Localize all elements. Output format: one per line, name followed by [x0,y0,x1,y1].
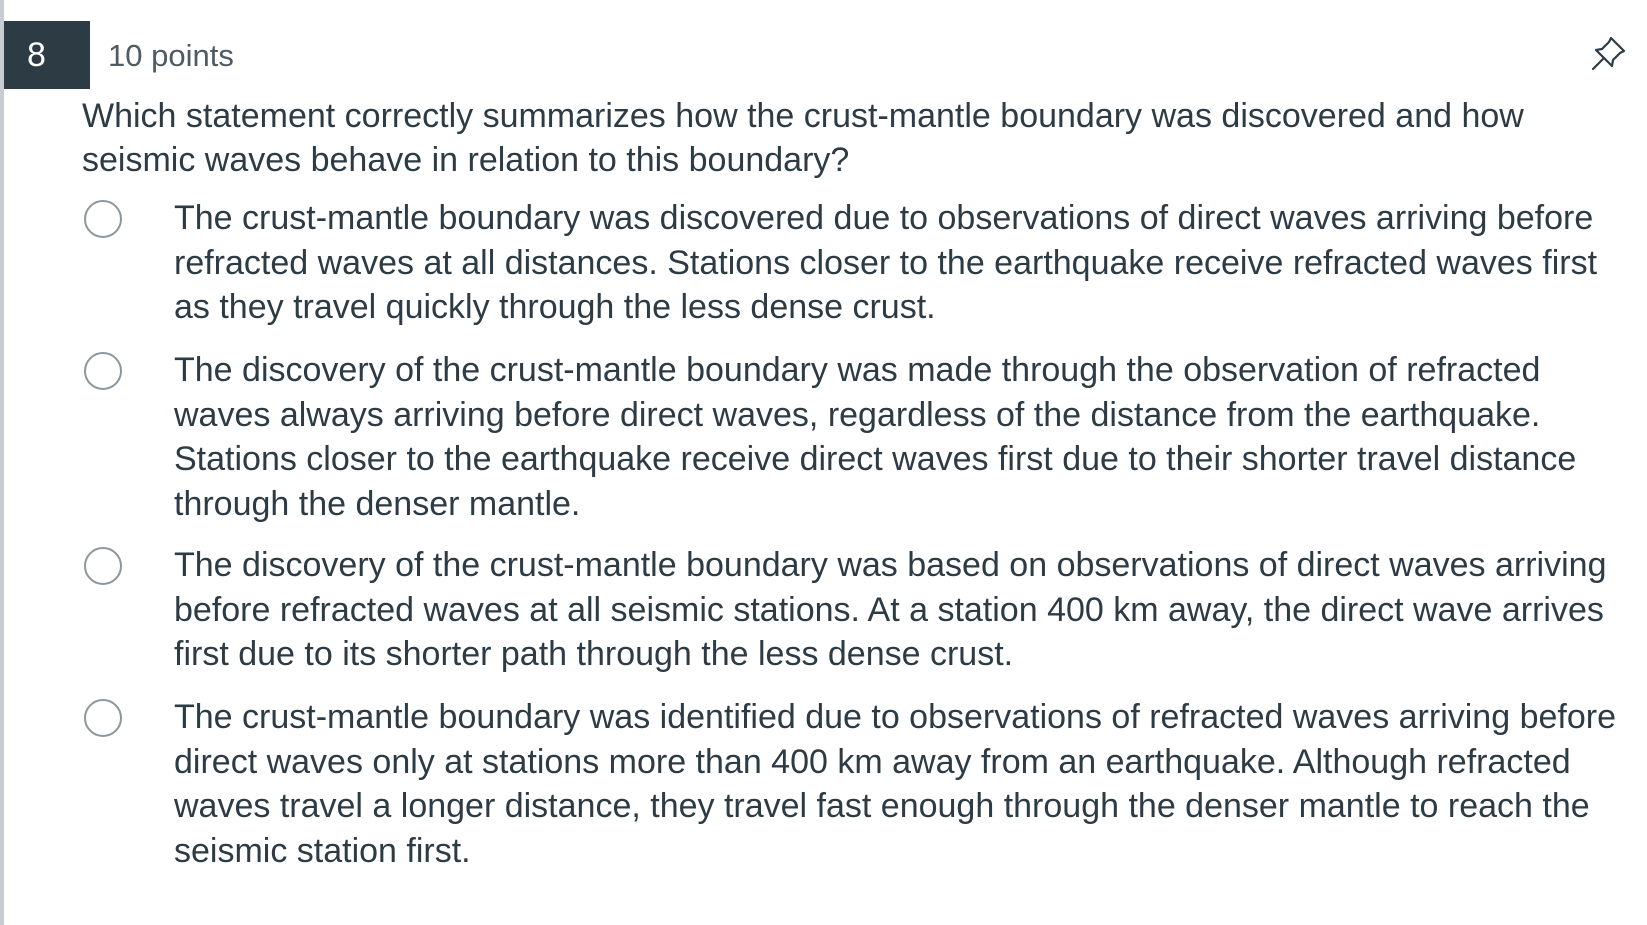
answer-text[interactable]: The crust-mantle boundary was discovered due to observations of direct waves arriving before refracted waves at all distances. Stations closer to the earthquake receive refracted waves first as they travel quickly through the less dense crust. [174,199,1598,326]
question-text: Which statement correctly summarizes how the crust-mantle boundary was discovered and how seismic waves behave in relation to this boundary? [82,97,1524,179]
answer-text[interactable]: The discovery of the crust-mantle boundary was based on observations of direct waves arriving before refracted waves at all seismic stations. At a station 400 km away, the direct wave arrives first due to its shorter path through the less dense crust. [174,546,1607,673]
radio-button[interactable] [84,699,122,737]
radio-button[interactable] [84,352,122,390]
answer-text[interactable]: The discovery of the crust-mantle boundary was made through the observation of refracted waves always arriving before direct waves, regardless of the distance from the earthquake. Stations closer to the earthquake receive direct waves first due to their shorter travel distance through the denser mantle. [174,351,1577,523]
pin-icon[interactable] [1588,34,1628,74]
radio-button[interactable] [84,200,122,238]
radio-button[interactable] [84,547,122,585]
question-number-badge: 8 [4,21,90,89]
answer-text[interactable]: The crust-mantle boundary was identified due to observations of refracted waves arriving before direct waves only at stations more than 400 km away from an earthquake. Although refracted waves travel a longer distance, they travel fast enough through the denser mantle to reach the seismic station first. [174,698,1616,870]
question-points: 10 points [108,38,234,73]
question-left-border [0,0,4,925]
